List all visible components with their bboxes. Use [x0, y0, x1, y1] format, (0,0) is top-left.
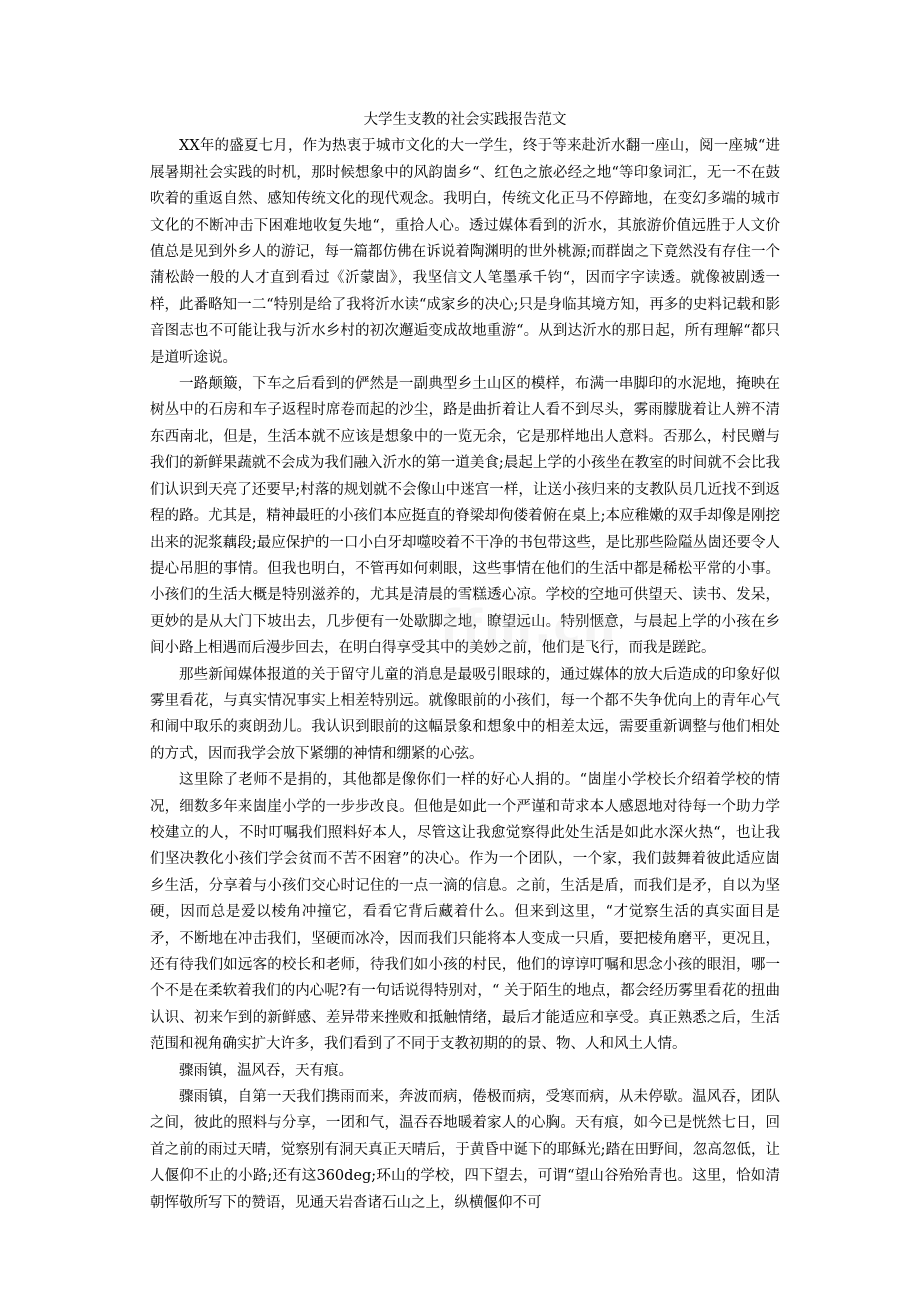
paragraph-2: 一路颠簸，下车之后看到的俨然是一副典型乡土山区的模样，布满一串脚印的水泥地，掩映在树丛中的石房和车子返程时席卷而起的沙尘，路是曲折着让人看不到尽头，雾雨朦胧着让人辨不清东西南北，但是，生活本就不应该是想象中的一览无余，它是那样地出人意料。否那么，村民赠与我们的新鲜果蔬就不会成为我们融入沂水的第一道美食;晨起上学的小孩坐在教室的时间就不会比我们认识到天亮了还要早;村落的规划就不会像山中迷宫一样，让送小孩归来的支教队员几近找不到返程的路。尤其是，精神最旺的小孩们本应挺直的脊梁却佝偻着俯在桌上;本应稚嫩的双手却像是刚挖出来的泥浆藕段;最应保护的一口小白牙却噬咬着不干净的书包带这些，是比那些险隘丛崮还要令人提心吊胆的事情。但我也明白，不管再如何刺眼，这些事情在他们的生活中都是稀松平常的小事。小孩们的生活大概是特别滋养的，尤其是清晨的雪糕透心凉。学校的空地可供望天、读书、发呆，更妙的是从大门下坡出去，几步便有一处歇脚之地，瞭望远山。特别惬意，与晨起上学的小孩在乡间小路上相遇而后漫步回去，在明白得享受其中的美妙之前，他们是飞行，而我是蹉跎。 [150, 376, 780, 657]
watermark: ffm.cn [440, 600, 618, 654]
paragraph-3: 那些新闻媒体报道的关于留守儿童的消息是最吸引眼球的，通过媒体的放大后造成的印象好似雾里看花，与真实情况事实上相差特别远。就像眼前的小孩们，每一个都不失争优向上的青年心气和闹中取乐的爽朗劲儿。我认识到眼前的这幅景象和想象中的相差太远，需要重新调整与他们相处的方式，因而我学会放下紧绷的神情和绷紧的心弦。 [150, 666, 780, 762]
paragraph-5: 骤雨镇，温风吞，天有痕。 [179, 1062, 353, 1079]
document-title: 大学生支教的社会实践报告范文 [363, 112, 567, 128]
paragraph-6: 骤雨镇，自第一天我们携雨而来，奔波而病，倦极而病，受寒而病，从未停歇。温风吞，团队之间，彼此的照料与分享，一团和气，温吞吞地暖着家人的心胸。天有痕，如今已是恍然七日，回首之前的雨过天晴，觉察别有洞天真正天晴后，于黄昏中诞下的耶稣光;踏在田野间，忽高忽低，让人偃仰不止的小路;还有这360deg;环山的学校，四下望去，可谓“望山谷殆殆青也。这里，恰如清朝恽敬所写下的赞语，见通天岩沓诸石山之上，纵横偃仰不可 [150, 1089, 780, 1211]
paragraph-1: XX年的盛夏七月，作为热衷于城市文化的大一学生，终于等来赴沂水翻一座山，阅一座城“进展暑期社会实践的时机，那时候想象中的风韵崮乡“、红色之旅必经之地“等印象词汇，无一不在鼓吹着的重返自然、感知传统文化的现代观念。我明白，传统文化正马不停蹄地，在变幻多端的城市文化的不断冲击下困难地收复失地“，重拾人心。透过媒体看到的沂水，其旅游价值远胜于人文价值总是见到外乡人的游记，每一篇都仿佛在诉说着陶渊明的世外桃源;而群崮之下竟然没有存住一个蒲松龄一般的人才直到看过《沂蒙崮》，我坚信文人笔墨承千钧“，因而字字读透。就像被剧透一样，此番略知一二“特别是给了我将沂水读“成家乡的决心;只是身临其境方知，再多的史料记载和影音图志也不可能让我与沂水乡村的初次邂逅变成故地重游“。从到达沂水的那日起，所有理解“都只是道听途说。 [150, 138, 780, 366]
document-body [150, 107, 780, 1216]
paragraph-4: 这里除了老师不是捐的，其他都是像你们一样的好心人捐的。“崮崖小学校长介绍着学校的情况，细数多年来崮崖小学的一步步改良。但他是如此一个严谨和苛求本人感恩地对待每一个助力学校建立的人，不时叮嘱我们照料好本人，尽管这让我愈觉察得此处生活是如此水深火热“，也让我们坚决教化小孩们学会贫而不苦不困窘”的决心。作为一个团队，一个家，我们鼓舞着彼此适应崮乡生活，分享着与小孩们交心时记住的一点一滴的信息。之前，生活是盾，而我们是矛，自以为坚硬，因而总是爱以棱角冲撞它，看看它背后藏着什么。但来到这里，“才觉察生活的真实面目是矛，不断地在冲击我们，坚硬而冰冷，因而我们只能将本人变成一只盾，要把棱角磨平，更况且，还有待我们如远客的校长和老师，待我们如小孩的村民，他们的谆谆叮嘱和思念小孩的眼泪，哪一个不是在柔软着我们的内心呢?有一句话说得特别对，“ 关于陌生的地点，都会经历雾里看花的扭曲认识、初来乍到的新鲜感、差异带来挫败和抵触情绪，最后才能适应和享受。真正熟悉之后，生活范围和视角确实扩大许多，我们看到了不同于支教初期的的景、物、人和风土人情。 [150, 772, 780, 1053]
